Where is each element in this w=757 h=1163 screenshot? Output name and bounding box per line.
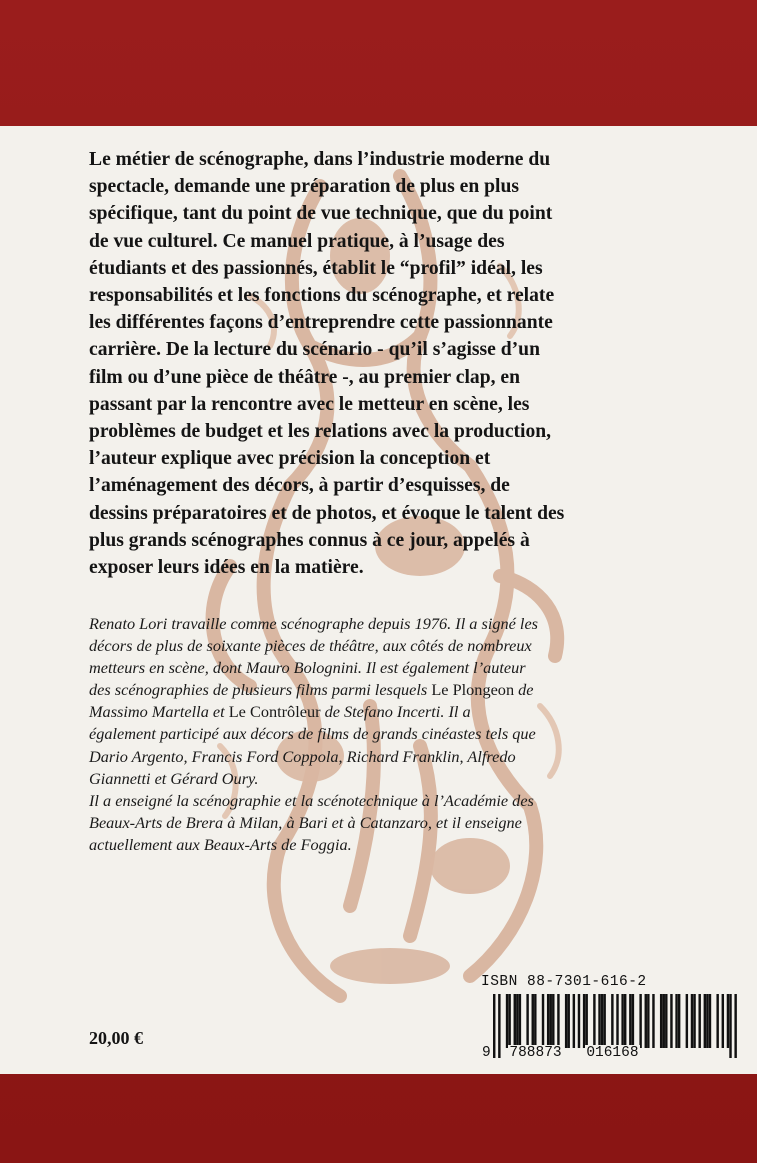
book-description [89,146,729,581]
barcode-bar [691,994,693,1048]
bio-line: metteurs en scène, dont Mauro Bolognini. Il est également l’auteur [89,658,526,678]
description-line: spécifique, tant du point de vue technique, que du point [89,203,553,225]
bio-text: de [514,680,534,700]
author-biography [89,613,729,856]
barcode-bar [542,994,544,1048]
barcode-bar [547,994,549,1048]
description-line: dessins préparatoires et de photos, et évoque le talent des [89,502,565,524]
isbn-number: ISBN 88-7301-616-2 [481,974,647,990]
bio-line: actuellement aux Beaux-Arts de Foggia. [89,834,352,854]
description-line: carrière. De la lecture du scénario - qu’il s’agisse d’un [89,339,540,361]
barcode-bar [624,994,626,1048]
description-line: plus grands scénographes connus à ce jour, appelés à [89,529,530,551]
barcode-bar [519,994,521,1048]
description-line: spectacle, demande une préparation de plus en plus [89,176,520,198]
bio-line: Il a enseigné la scénographie et la scénotechnique à l’Académie des [89,790,534,810]
barcode-bar [704,994,706,1048]
film-title-le-controleur: Le Contrôleur [228,702,321,722]
bio-text: de Stefano Incerti. Il a [320,702,471,722]
barcode-bar [670,994,672,1048]
barcode-bar [632,994,634,1048]
barcode-bar [603,994,605,1048]
price-label: 20,00 € [89,1028,143,1048]
barcode-bar [706,994,708,1048]
bio-line [89,701,729,723]
cover-text-panel [0,126,757,1074]
barcode-bar [686,994,688,1048]
barcode-bar [534,994,536,1048]
ean-first-digit: 9 [482,1045,491,1061]
barcode-bar [573,994,575,1048]
barcode-bar [578,994,580,1048]
description-line: l’aménagement des décors, à partir d’esquisses, de [89,475,510,497]
barcode-bar [514,994,516,1048]
barcode-bar [593,994,595,1048]
barcode-bar [585,994,587,1048]
barcode-bar [709,994,711,1048]
description-line: l’auteur explique avec précision la conception et [89,448,491,470]
bio-line [89,679,729,701]
description-line: passant par la rencontre avec le metteur en scène, les [89,393,530,415]
barcode-bar [532,994,534,1048]
barcode-bar [693,994,695,1048]
description-line: exposer leurs idées en la matière. [89,557,364,579]
barcode-bar [663,994,665,1048]
bio-line: décors de plus de soixante pièces de théâtre, aux côtés de nombreux [89,636,532,656]
barcode-bar [550,994,552,1048]
barcode-bar [526,994,528,1048]
barcode-bar [678,994,680,1048]
bio-line: Dario Argento, Francis Ford Coppola, Richard Franklin, Alfredo [89,746,516,766]
barcode-bar [583,994,585,1048]
barcode-bar [516,994,518,1048]
description-line: responsabilités et les fonctions du scénographe, et relate [89,285,555,307]
barcode-bar [567,994,569,1048]
barcode-bar [722,994,724,1048]
film-title-le-plongeon: Le Plongeon [431,680,515,700]
bio-line: également participé aux décors de films de grands cinéastes tels que [89,724,536,744]
description-line: problèmes de budget et les relations avec la production, [89,421,552,443]
barcode-bar [639,994,641,1048]
barcode-bar [629,994,631,1048]
barcode-bar [598,994,600,1048]
bio-line: Giannetti et Gérard Oury. [89,768,259,788]
bio-line: Beaux-Arts de Brera à Milan, à Bari et à Catanzaro, et il enseigne [89,812,522,832]
barcode-bar [601,994,603,1048]
barcode-bar [698,994,700,1048]
barcode-bar [665,994,667,1048]
barcode-bar [727,994,729,1048]
ean-right-digits: 016168 [586,1045,639,1061]
barcode-bar [506,994,508,1048]
ean-digits [481,1045,741,1061]
ean-left-digits: 788873 [509,1045,562,1061]
barcode-bar [716,994,718,1048]
bio-line: Renato Lori travaille comme scénographe depuis 1976. Il a signé les [89,614,539,633]
bio-text: des scénographies de plusieurs films parmi lesquels [89,680,432,700]
description-line: les différentes façons d’entreprendre cette passionnante [89,312,553,334]
barcode-bar [660,994,662,1048]
description-line: Le métier de scénographe, dans l’industrie moderne du [89,149,551,170]
bio-text: Massimo Martella et [89,702,229,722]
description-line: de vue culturel. Ce manuel pratique, à l’usage des [89,230,505,252]
barcode-bar [645,994,647,1048]
isbn-barcode [481,974,741,1069]
barcode-bar [621,994,623,1048]
barcode-bar [647,994,649,1048]
description-line: étudiants et des passionnés, établit le “profil” idéal, les [89,257,543,279]
barcode-bar [675,994,677,1048]
barcode-bar [652,994,654,1048]
description-line: film ou d’une pièce de théâtre -, au premier clap, en [89,366,521,388]
barcode-bar [552,994,554,1048]
barcode-bar [557,994,559,1048]
barcode-bar [508,994,510,1048]
barcode-bar [565,994,567,1048]
